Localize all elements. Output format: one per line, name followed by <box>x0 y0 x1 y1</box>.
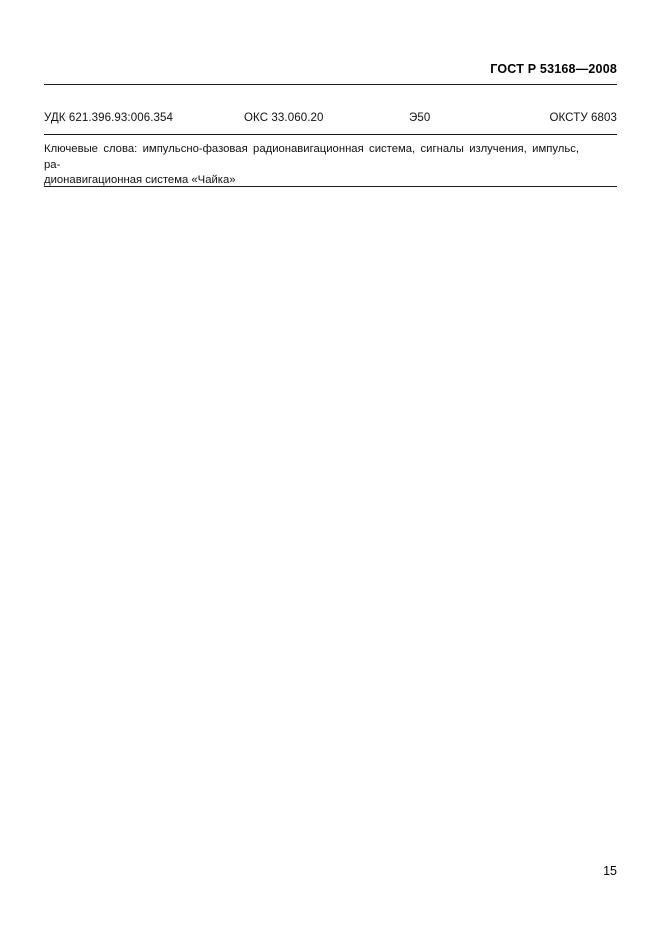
page-number: 15 <box>603 864 617 878</box>
group-code: Э50 <box>409 112 431 124</box>
keywords-line-2: дионавигационная система «Чайка» <box>44 174 236 186</box>
keywords-line-1: Ключевые слова: импульсно-фазовая радионавигационная система, сигналы излучения, импульс, ра- <box>44 143 579 171</box>
codes-divider-rule <box>44 134 617 135</box>
oks-code: ОКС 33.060.20 <box>244 112 324 124</box>
udk-code: УДК 621.396.93:006.354 <box>44 112 173 124</box>
keywords-divider-rule <box>44 186 617 187</box>
header-divider-rule <box>44 84 617 85</box>
keywords-block <box>44 142 579 189</box>
oksty-code: ОКСТУ 6803 <box>549 112 617 124</box>
classification-codes-row <box>44 112 617 124</box>
page-header-standard-number: ГОСТ Р 53168—2008 <box>490 62 617 76</box>
